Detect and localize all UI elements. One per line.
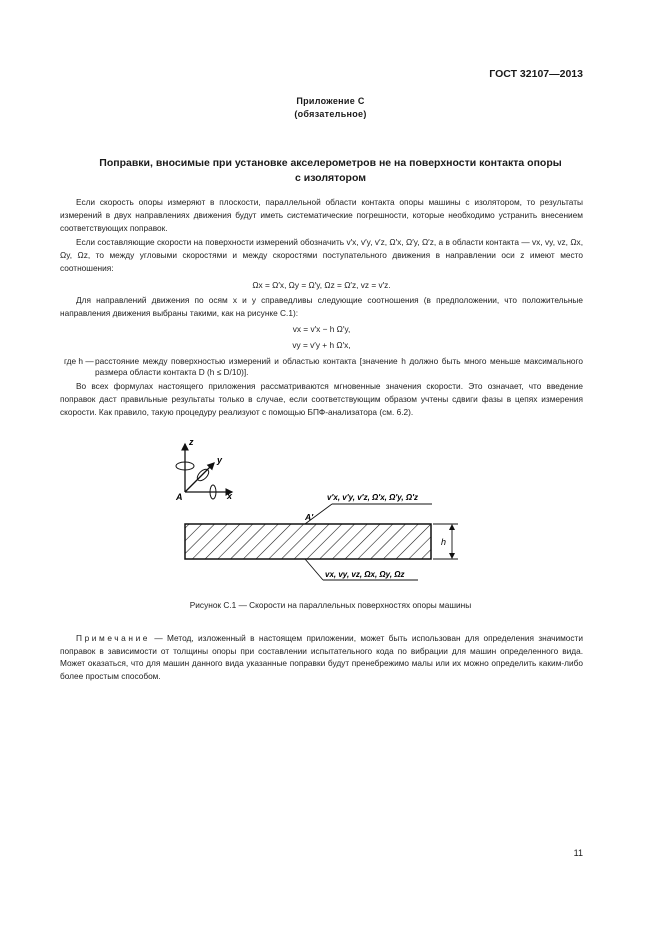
note-block	[60, 632, 583, 682]
formula-vx: vx = v′x − h Ω′y,	[292, 324, 351, 334]
leader-bottom	[305, 559, 323, 580]
formula-angular: Ωx = Ω′x, Ωy = Ω′y, Ωz = Ω′z, vz = v′z.	[252, 280, 391, 290]
y-axis-line	[185, 463, 214, 492]
hatched-plate	[185, 524, 431, 559]
axis-x-label: x	[227, 491, 233, 501]
paragraph-3-text: Для направлений движения по осям x и y справедливы следующие соотношения (в предположении, что положительные направления движения выбраны такими, как на рисунке С.1):	[60, 295, 583, 318]
figure-caption: Рисунок С.1 — Скорости на параллельных поверхностях опоры машины	[189, 600, 472, 610]
axis-y-label: y	[217, 455, 223, 465]
thickness-label: h	[441, 537, 447, 547]
where-text: расстояние между поверхностью измерений и областью контакта [значение h должно быть много меньше максимального размера области контакта D (h ≤ D/10)].	[95, 356, 583, 377]
paragraph-4-text: Во всех формулах настоящего приложения рассматриваются мгновенные значения скорости. Это означает, что введение поправок даст правильные результаты только в случае, если соответствующим образом учтены сдвиги фазы в цепях измерения скорости. Как правило, такую процедуру реализуют с помощью БПФ-анализатора (см. 6.2).	[60, 381, 583, 417]
dimension-arrow-bottom	[449, 553, 455, 559]
coordinate-axes	[175, 437, 233, 502]
section-title-line1: Поправки, вносимые при установке акселерометров не на поверхности контакта опоры	[99, 157, 562, 169]
formula-vy: vy = v′y + h Ω′x,	[292, 340, 351, 350]
rotation-y-icon	[195, 467, 211, 483]
dimension-arrow-top	[449, 524, 455, 530]
standard-code: ГОСТ 32107—2013	[489, 68, 583, 80]
point-a-label: A	[176, 492, 183, 502]
label-top-velocities: v′x, v′y, v′z, Ω′x, Ω′y, Ω′z	[327, 493, 419, 502]
appendix-status: (обязательное)	[294, 109, 367, 119]
note-prefix: Примечание	[76, 633, 151, 643]
where-key: где h —	[64, 356, 94, 366]
label-bottom-velocities: vx, vy, vz, Ωx, Ωy, Ωz	[325, 570, 405, 579]
support-plate	[185, 524, 458, 559]
section-title-line2: с изолятором	[295, 172, 366, 184]
note-text: — Метод, изложенный в настоящем приложении, может быть использован для определения значимости поправок в зависимости от толщины опоры при составлении испытательного кода по вибрации для машин определенного вида. Может оказаться, что для машин данного вида указанные поправки будут пренебрежимо малы или их можно определить каким-либо более простым способом.	[60, 633, 583, 681]
paragraph-1-text: Если скорость опоры измеряют в плоскости, параллельной области контакта опоры машины с изолятором, то результаты измерений в двух направлениях движения будут иметь систематические погрешности, которые необходимо устранить внесением соответствующих поправок.	[60, 197, 583, 233]
appendix-title: Приложение С	[296, 96, 365, 106]
point-a-prime-label: A′	[305, 512, 314, 522]
page-number: 11	[573, 848, 583, 858]
paragraph-2-text: Если составляющие скорости на поверхности измерений обозначить v′x, v′y, v′z, Ω′x, Ω′y, Ω′z, а в области контакта — vx, vy, vz, Ωx, Ωy, Ωz, то между угловыми скоростями и между скоростями поступательного движения в направлении оси z имеют место соотношения:	[60, 237, 583, 273]
axis-z-label: z	[189, 437, 194, 447]
